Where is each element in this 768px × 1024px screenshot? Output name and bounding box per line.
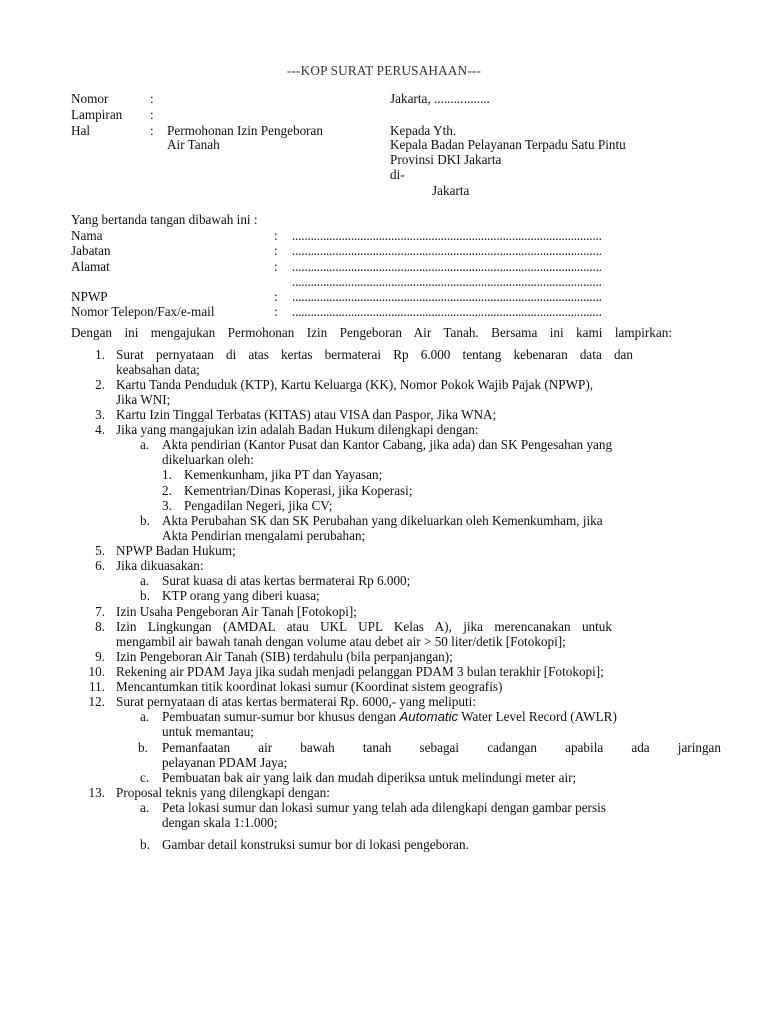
list-item-number: 3. xyxy=(95,407,105,422)
intro-text: Yang bertanda tangan dibawah ini : xyxy=(71,212,258,227)
sublist-item-text: untuk memantau; xyxy=(162,724,254,739)
recipient-line5: Jakarta xyxy=(432,183,470,198)
list-item-text: NPWP Badan Hukum; xyxy=(116,543,236,558)
field-telepon-dots: .................................................................................................... xyxy=(292,304,602,319)
subsublist-item-number: 1. xyxy=(162,467,172,482)
sublist-item-letter: a. xyxy=(140,709,150,724)
sublist-item-text: Surat kuasa di atas kertas bermaterai Rp 6.000; xyxy=(162,573,411,588)
field-telepon-label: Nomor Telepon/Fax/e-mail xyxy=(71,304,215,319)
sublist-item-text: Gambar detail konstruksi sumur bor di lokasi pengeboran. xyxy=(162,837,469,852)
nomor-colon: : xyxy=(150,91,154,106)
list-item-text: Kartu Izin Tinggal Terbatas (KITAS) atau VISA dan Paspor, Jika WNA; xyxy=(116,407,497,422)
subsublist-item-text: Kemenkunham, jika PT dan Yayasan; xyxy=(184,467,383,482)
hal-label: Hal xyxy=(71,123,91,138)
sublist-item-letter: b. xyxy=(140,837,150,852)
lampiran-label: Lampiran xyxy=(71,107,123,122)
nomor-label: Nomor xyxy=(71,91,109,106)
list-item-text: Kartu Tanda Penduduk (KTP), Kartu Keluarga (KK), Nomor Pokok Wajib Pajak (NPWP), xyxy=(116,377,594,392)
list-item-number: 7. xyxy=(95,604,105,619)
field-alamat-dots-2: .................................................................................................... xyxy=(292,274,602,289)
sublist-item-letter: b. xyxy=(140,588,150,603)
field-npwp-colon: : xyxy=(274,289,278,304)
field-npwp-label: NPWP xyxy=(71,289,108,304)
italic-term: Automatic xyxy=(399,709,459,724)
hal-value-line1: Permohonan Izin Pengeboran xyxy=(167,123,324,138)
list-item-text: Jika dikuasakan: xyxy=(116,558,204,573)
statement-text: Dengan ini mengajukan Permohonan Izin Pengeboran Air Tanah. Bersama ini kami lampirkan: xyxy=(71,325,672,340)
recipient-line2: Kepala Badan Pelayanan Terpadu Satu Pintu xyxy=(390,137,626,152)
list-item-text: mengambil air bawah tanah dengan volume atau debet air > 50 liter/detik [Fotokopi]; xyxy=(116,634,566,649)
sublist-item-text: Peta lokasi sumur dan lokasi sumur yang telah ada dilengkapi dengan gambar persis xyxy=(162,800,606,815)
sublist-item-letter: b. xyxy=(140,513,150,528)
hal-colon: : xyxy=(150,123,154,138)
subsublist-item-number: 2. xyxy=(162,483,172,498)
list-item-number: 13. xyxy=(88,785,105,800)
list-item-text: Izin Lingkungan (AMDAL atau UKL UPL Kelas A), jika merencanakan untuk xyxy=(116,619,612,634)
list-item-text: Jika yang mangajukan izin adalah Badan Hukum dilengkapi dengan: xyxy=(116,422,479,437)
field-nama-colon: : xyxy=(274,228,278,243)
field-jabatan-dots: .................................................................................................... xyxy=(292,243,602,258)
list-item-number: 9. xyxy=(95,649,105,664)
list-item-text: Surat pernyataan di atas kertas bermaterai Rp. 6000,- yang meliputi: xyxy=(116,694,476,709)
list-item-text: Proposal teknis yang dilengkapi dengan: xyxy=(116,785,330,800)
list-item-text: Mencantumkan titik koordinat lokasi sumur (Koordinat sistem geografis) xyxy=(116,679,503,694)
sublist-item-letter: a. xyxy=(140,800,150,815)
sublist-item-text: pelayanan PDAM Jaya; xyxy=(162,755,288,770)
letterhead-placeholder: ---KOP SURAT PERUSAHAAN--- xyxy=(286,63,482,78)
list-item-number: 8. xyxy=(95,619,105,634)
sublist-item-letter: a. xyxy=(140,573,150,588)
sublist-item-letter: b. xyxy=(138,740,148,755)
sublist-item-text: KTP orang yang diberi kuasa; xyxy=(162,588,320,603)
list-item-text: Surat pernyataan di atas kertas bermaterai Rp 6.000 tentang kebenaran data dan xyxy=(116,347,633,362)
field-jabatan-label: Jabatan xyxy=(71,243,111,258)
place-date: Jakarta, ................. xyxy=(390,91,490,106)
list-item-text: Rekening air PDAM Jaya jika sudah menjadi pelanggan PDAM 3 bulan terakhir [Fotokopi]; xyxy=(116,664,604,679)
field-alamat-dots: .................................................................................................... xyxy=(292,259,602,274)
sublist-item-text: Pemanfaatan air bawah tanah sebagai cadangan apabila ada jaringan xyxy=(162,740,721,755)
list-item-number: 1. xyxy=(95,347,105,362)
list-item-text: Izin Pengeboran Air Tanah (SIB) terdahulu (bila perpanjangan); xyxy=(116,649,453,664)
field-telepon-colon: : xyxy=(274,304,278,319)
subsublist-item-text: Pengadilan Negeri, jika CV; xyxy=(184,498,333,513)
list-item-text: Jika WNI; xyxy=(116,392,171,407)
list-item-number: 6. xyxy=(95,558,105,573)
lampiran-colon: : xyxy=(150,107,154,122)
sublist-item-text: Akta pendirian (Kantor Pusat dan Kantor Cabang, jika ada) dan SK Pengesahan yang xyxy=(162,437,613,452)
list-item-number: 5. xyxy=(95,543,105,558)
sublist-item-text: Akta Pendirian mengalami perubahan; xyxy=(162,528,366,543)
list-item-number: 10. xyxy=(88,664,105,679)
sublist-item-text: Pembuatan sumur-sumur bor khusus dengan Automatic Water Level Record (AWLR) xyxy=(162,709,617,724)
sublist-item-text: Pembuatan bak air yang laik dan mudah diperiksa untuk melindungi meter air; xyxy=(162,770,577,785)
field-alamat-colon: : xyxy=(274,259,278,274)
list-item-number: 4. xyxy=(95,422,105,437)
field-nama-label: Nama xyxy=(71,228,103,243)
subsublist-item-text: Kementrian/Dinas Koperasi, jika Koperasi; xyxy=(184,483,413,498)
list-item-number: 12. xyxy=(88,694,105,709)
sublist-item-text: dikeluarkan oleh: xyxy=(162,452,254,467)
recipient-line3: Provinsi DKI Jakarta xyxy=(390,152,502,167)
recipient-line4: di- xyxy=(390,167,405,182)
list-item-text: keabsahan data; xyxy=(116,362,200,377)
hal-value-line2: Air Tanah xyxy=(167,137,220,152)
list-item-number: 11. xyxy=(89,679,105,694)
list-item-text: Izin Usaha Pengeboran Air Tanah [Fotokopi]; xyxy=(116,604,357,619)
sublist-item-letter: a. xyxy=(140,437,150,452)
field-alamat-label: Alamat xyxy=(71,259,110,274)
sublist-item-letter: c. xyxy=(140,770,150,785)
subsublist-item-number: 3. xyxy=(162,498,172,513)
field-nama-dots: .................................................................................................... xyxy=(292,228,602,243)
field-npwp-dots: .................................................................................................... xyxy=(292,289,602,304)
recipient-line1: Kepada Yth. xyxy=(390,123,457,138)
field-jabatan-colon: : xyxy=(274,243,278,258)
list-item-number: 2. xyxy=(95,377,105,392)
sublist-item-text: dengan skala 1:1.000; xyxy=(162,815,278,830)
sublist-item-text: Akta Perubahan SK dan SK Perubahan yang dikeluarkan oleh Kemenkumham, jika xyxy=(162,513,603,528)
